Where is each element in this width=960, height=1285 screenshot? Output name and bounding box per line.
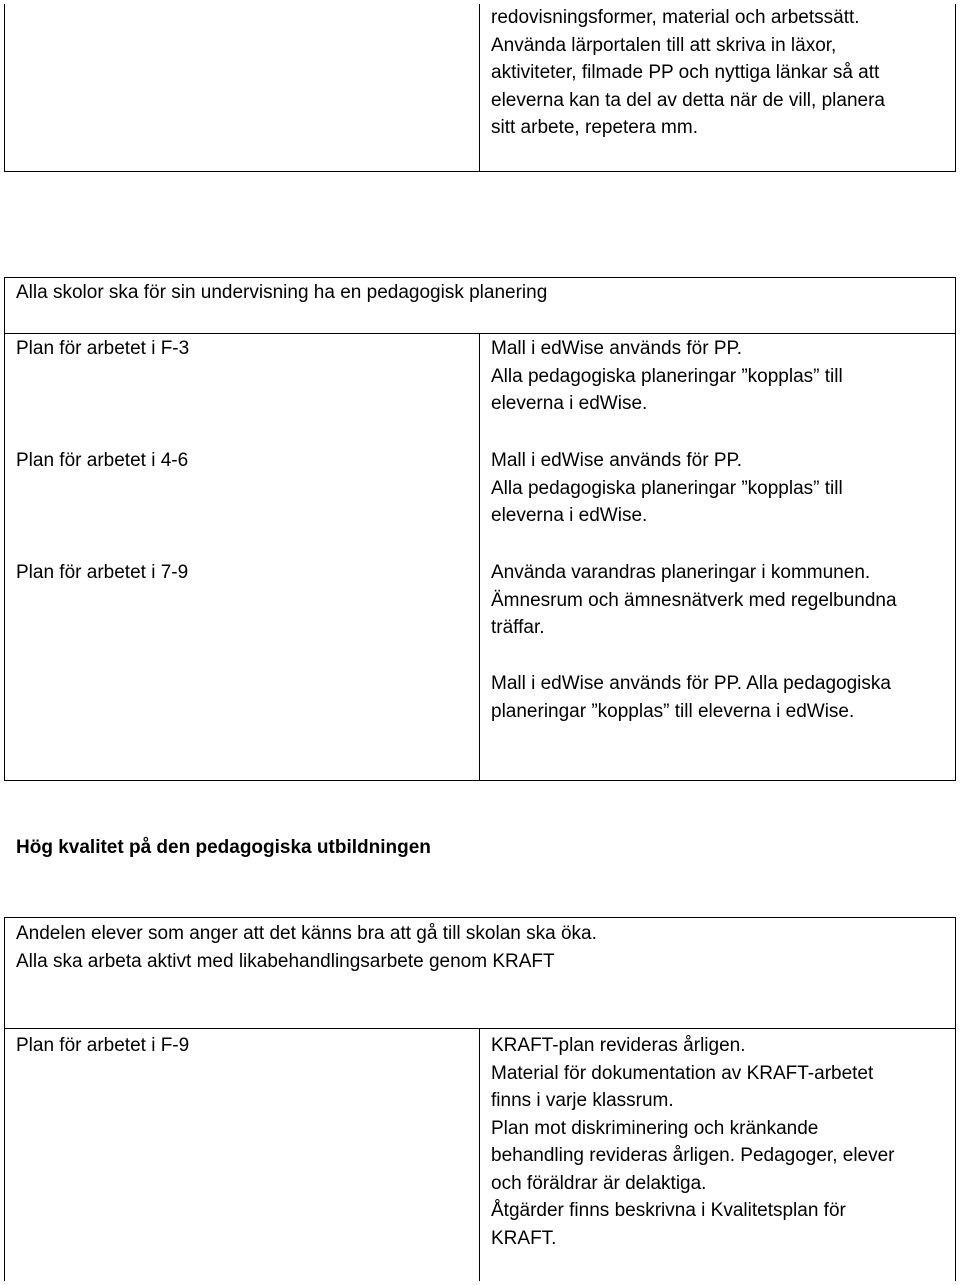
kvalitet-table-divider — [479, 1028, 480, 1281]
plan-79-extra-text: Mall i edWise används för PP. Alla pedagogiska planeringar ”kopplas” till eleverna i edWise. — [491, 673, 891, 722]
plan-f3-label: Plan för arbetet i F-3 — [16, 338, 190, 359]
kvalitet-heading: Hög kvalitet på den pedagogiska utbildningen — [16, 837, 431, 858]
plan-f9-text: KRAFT-plan revideras årligen. Material för dokumentation av KRAFT-arbetet finns i varje klassrum. Plan mot diskriminering och kränkande behandling revideras årligen. Pedagoger, elever och föräldrar är delaktiga. Åtgärder finns beskrivna i Kvalitetsplan för KRAFT. — [491, 1035, 895, 1249]
plan-46-text: Mall i edWise används för PP. Alla pedagogiska planeringar ”kopplas” till eleverna i edWise. — [491, 450, 843, 526]
top-right-cell: redovisningsformer, material och arbetssätt. Använda lärportalen till att skriva in läxor, aktiviteter, filmade PP och nyttiga länkar så att eleverna kan ta del av detta när de vill, planera sitt arbete, repetera mm. — [491, 7, 885, 138]
plan-f3-text: Mall i edWise används för PP. Alla pedagogiska planeringar ”kopplas” till eleverna i edWise. — [491, 338, 843, 414]
planering-table-divider — [479, 333, 480, 781]
kvalitet-goal: Andelen elever som anger att det känns bra att gå till skolan ska öka. Alla ska arbeta aktivt med likabehandlingsarbete genom KRAFT — [16, 923, 597, 972]
planering-heading: Alla skolor ska för sin undervisning ha en pedagogisk planering — [16, 282, 548, 303]
plan-79-text: Använda varandras planeringar i kommunen. Ämnesrum och ämnesnätverk med regelbundna träffar. — [491, 562, 897, 638]
table-top-divider — [479, 4, 480, 172]
plan-79-label: Plan för arbetet i 7-9 — [16, 562, 189, 583]
plan-f9-label: Plan för arbetet i F-9 — [16, 1035, 190, 1056]
plan-46-label: Plan för arbetet i 4-6 — [16, 450, 189, 471]
